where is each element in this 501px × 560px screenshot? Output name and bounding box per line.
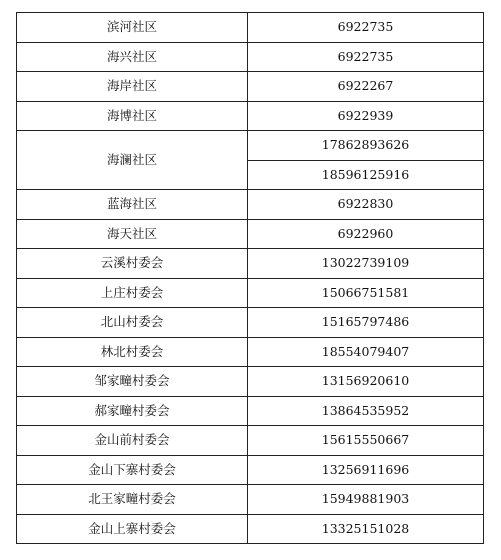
phone-cell: 6922735 [248, 13, 484, 43]
table-row [17, 219, 484, 249]
table-row [17, 13, 484, 43]
table-row [17, 101, 484, 131]
community-name-cell: 金山前村委会 [17, 426, 248, 456]
table-row [17, 455, 484, 485]
community-name-cell: 蓝海社区 [17, 190, 248, 220]
community-name-cell: 云溪村委会 [17, 249, 248, 279]
table-row [17, 131, 484, 161]
community-name-cell: 海兴社区 [17, 42, 248, 72]
table-row [17, 514, 484, 544]
community-name-cell: 金山上寨村委会 [17, 514, 248, 544]
phone-cell: 6922830 [248, 190, 484, 220]
phone-cell: 15066751581 [248, 278, 484, 308]
table-row [17, 426, 484, 456]
phone-cell: 15165797486 [248, 308, 484, 338]
table-row [17, 249, 484, 279]
table-row [17, 72, 484, 102]
phone-cell: 6922267 [248, 72, 484, 102]
phone-cell: 6922735 [248, 42, 484, 72]
community-name-cell: 海博社区 [17, 101, 248, 131]
phone-cell: 13022739109 [248, 249, 484, 279]
community-name-cell: 北山村委会 [17, 308, 248, 338]
community-name-cell: 海岸社区 [17, 72, 248, 102]
community-name-cell: 林北村委会 [17, 337, 248, 367]
table-row [17, 190, 484, 220]
community-name-cell: 海澜社区 [17, 131, 248, 190]
community-name-cell: 金山下寨村委会 [17, 455, 248, 485]
community-name-cell: 上庄村委会 [17, 278, 248, 308]
table-row [17, 42, 484, 72]
community-name-cell: 郝家疃村委会 [17, 396, 248, 426]
community-name-cell: 北王家疃村委会 [17, 485, 248, 515]
phone-cell: 6922960 [248, 219, 484, 249]
phone-cell: 13156920610 [248, 367, 484, 397]
phone-cell: 15615550667 [248, 426, 484, 456]
phone-cell: 13256911696 [248, 455, 484, 485]
phone-cell: 13325151028 [248, 514, 484, 544]
phone-cell: 6922939 [248, 101, 484, 131]
table-row [17, 367, 484, 397]
phone-cell: 17862893626 [248, 131, 484, 161]
table-row [17, 485, 484, 515]
phone-cell: 13864535952 [248, 396, 484, 426]
phone-cell: 15949881903 [248, 485, 484, 515]
table-row [17, 396, 484, 426]
contacts-table [16, 12, 484, 544]
contacts-table-body [17, 13, 484, 544]
table-row [17, 308, 484, 338]
community-name-cell: 邹家疃村委会 [17, 367, 248, 397]
phone-cell: 18596125916 [248, 160, 484, 190]
community-name-cell: 滨河社区 [17, 13, 248, 43]
community-name-cell: 海天社区 [17, 219, 248, 249]
table-row [17, 278, 484, 308]
phone-cell: 18554079407 [248, 337, 484, 367]
table-row [17, 337, 484, 367]
